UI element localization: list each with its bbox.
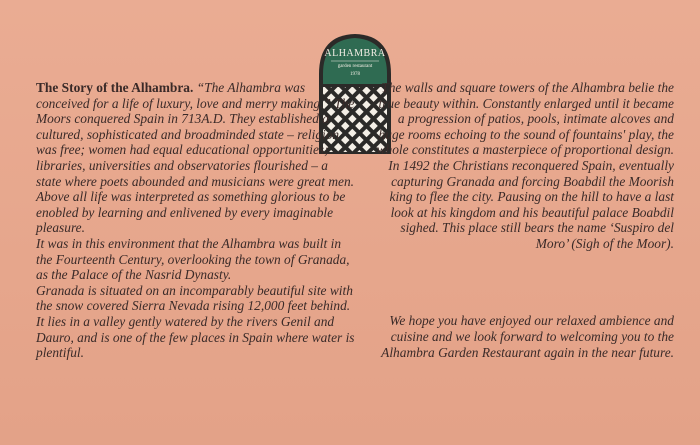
intro-text: “The Alhambra was conceived for a life of luxury, love and merry making.” The Moors conquered Spain in 713A.D. They established a cultured, sophisticated and broadminded state – religion was free; women had equal educational opportunities; libraries, universities and observatories flourished – a state where poets abounded and musicians were great men. Above all life was interpreted as something glorious to be enobled by learning and enlivened by every imaginable pleasure. <box>36 80 355 236</box>
left-column <box>36 80 356 361</box>
story-title: The Story of the Alhambra. <box>36 80 194 95</box>
logo-name-text: ALHAMBRA <box>324 48 386 59</box>
intro-paragraph <box>36 80 356 236</box>
construction-paragraph: It was in this environment that the Alhambra was built in the Fourteenth Century, overlooking the town of Granada, as the Palace of the Nasrid Dynasty. <box>36 235 350 283</box>
logo-subtitle-text: garden restaurant <box>337 64 373 69</box>
reconquest-paragraph: In 1492 the Christians reconquered Spain, eventually capturing Granada and forcing Boabdil the Moorish king to flee the city. Pausing on the hill to have a last look at his kingdom and his beautiful palace Boabdil sighed. This place still bears the name ‘Suspiro del Moro’ (Sigh of the Moor). <box>388 157 674 251</box>
granada-paragraph: Granada is situated on an incomparably beautiful site with the snow covered Sierra Nevada rising 12,000 feet behind. It lies in a valley gently watered by the rivers Genil and Dauro, and is one of the few places in Spain where water is plentiful. <box>36 282 355 361</box>
logo-year-text: 1978 <box>350 72 360 77</box>
closing-paragraph: We hope you have enjoyed our relaxed ambience and cuisine and we look forward to welcoming you to the Alhambra Garden Restaurant again in the near future. <box>381 313 674 360</box>
right-column <box>376 80 674 252</box>
walls-paragraph: The walls and square towers of the Alhambra belie the true beauty within. Constantly enlarged until it became a progression of patios, pools, intimate alcoves and huge rooms echoing to the sound of fountains' play, the whole constitutes a masterpiece of proportional design. <box>376 80 674 158</box>
